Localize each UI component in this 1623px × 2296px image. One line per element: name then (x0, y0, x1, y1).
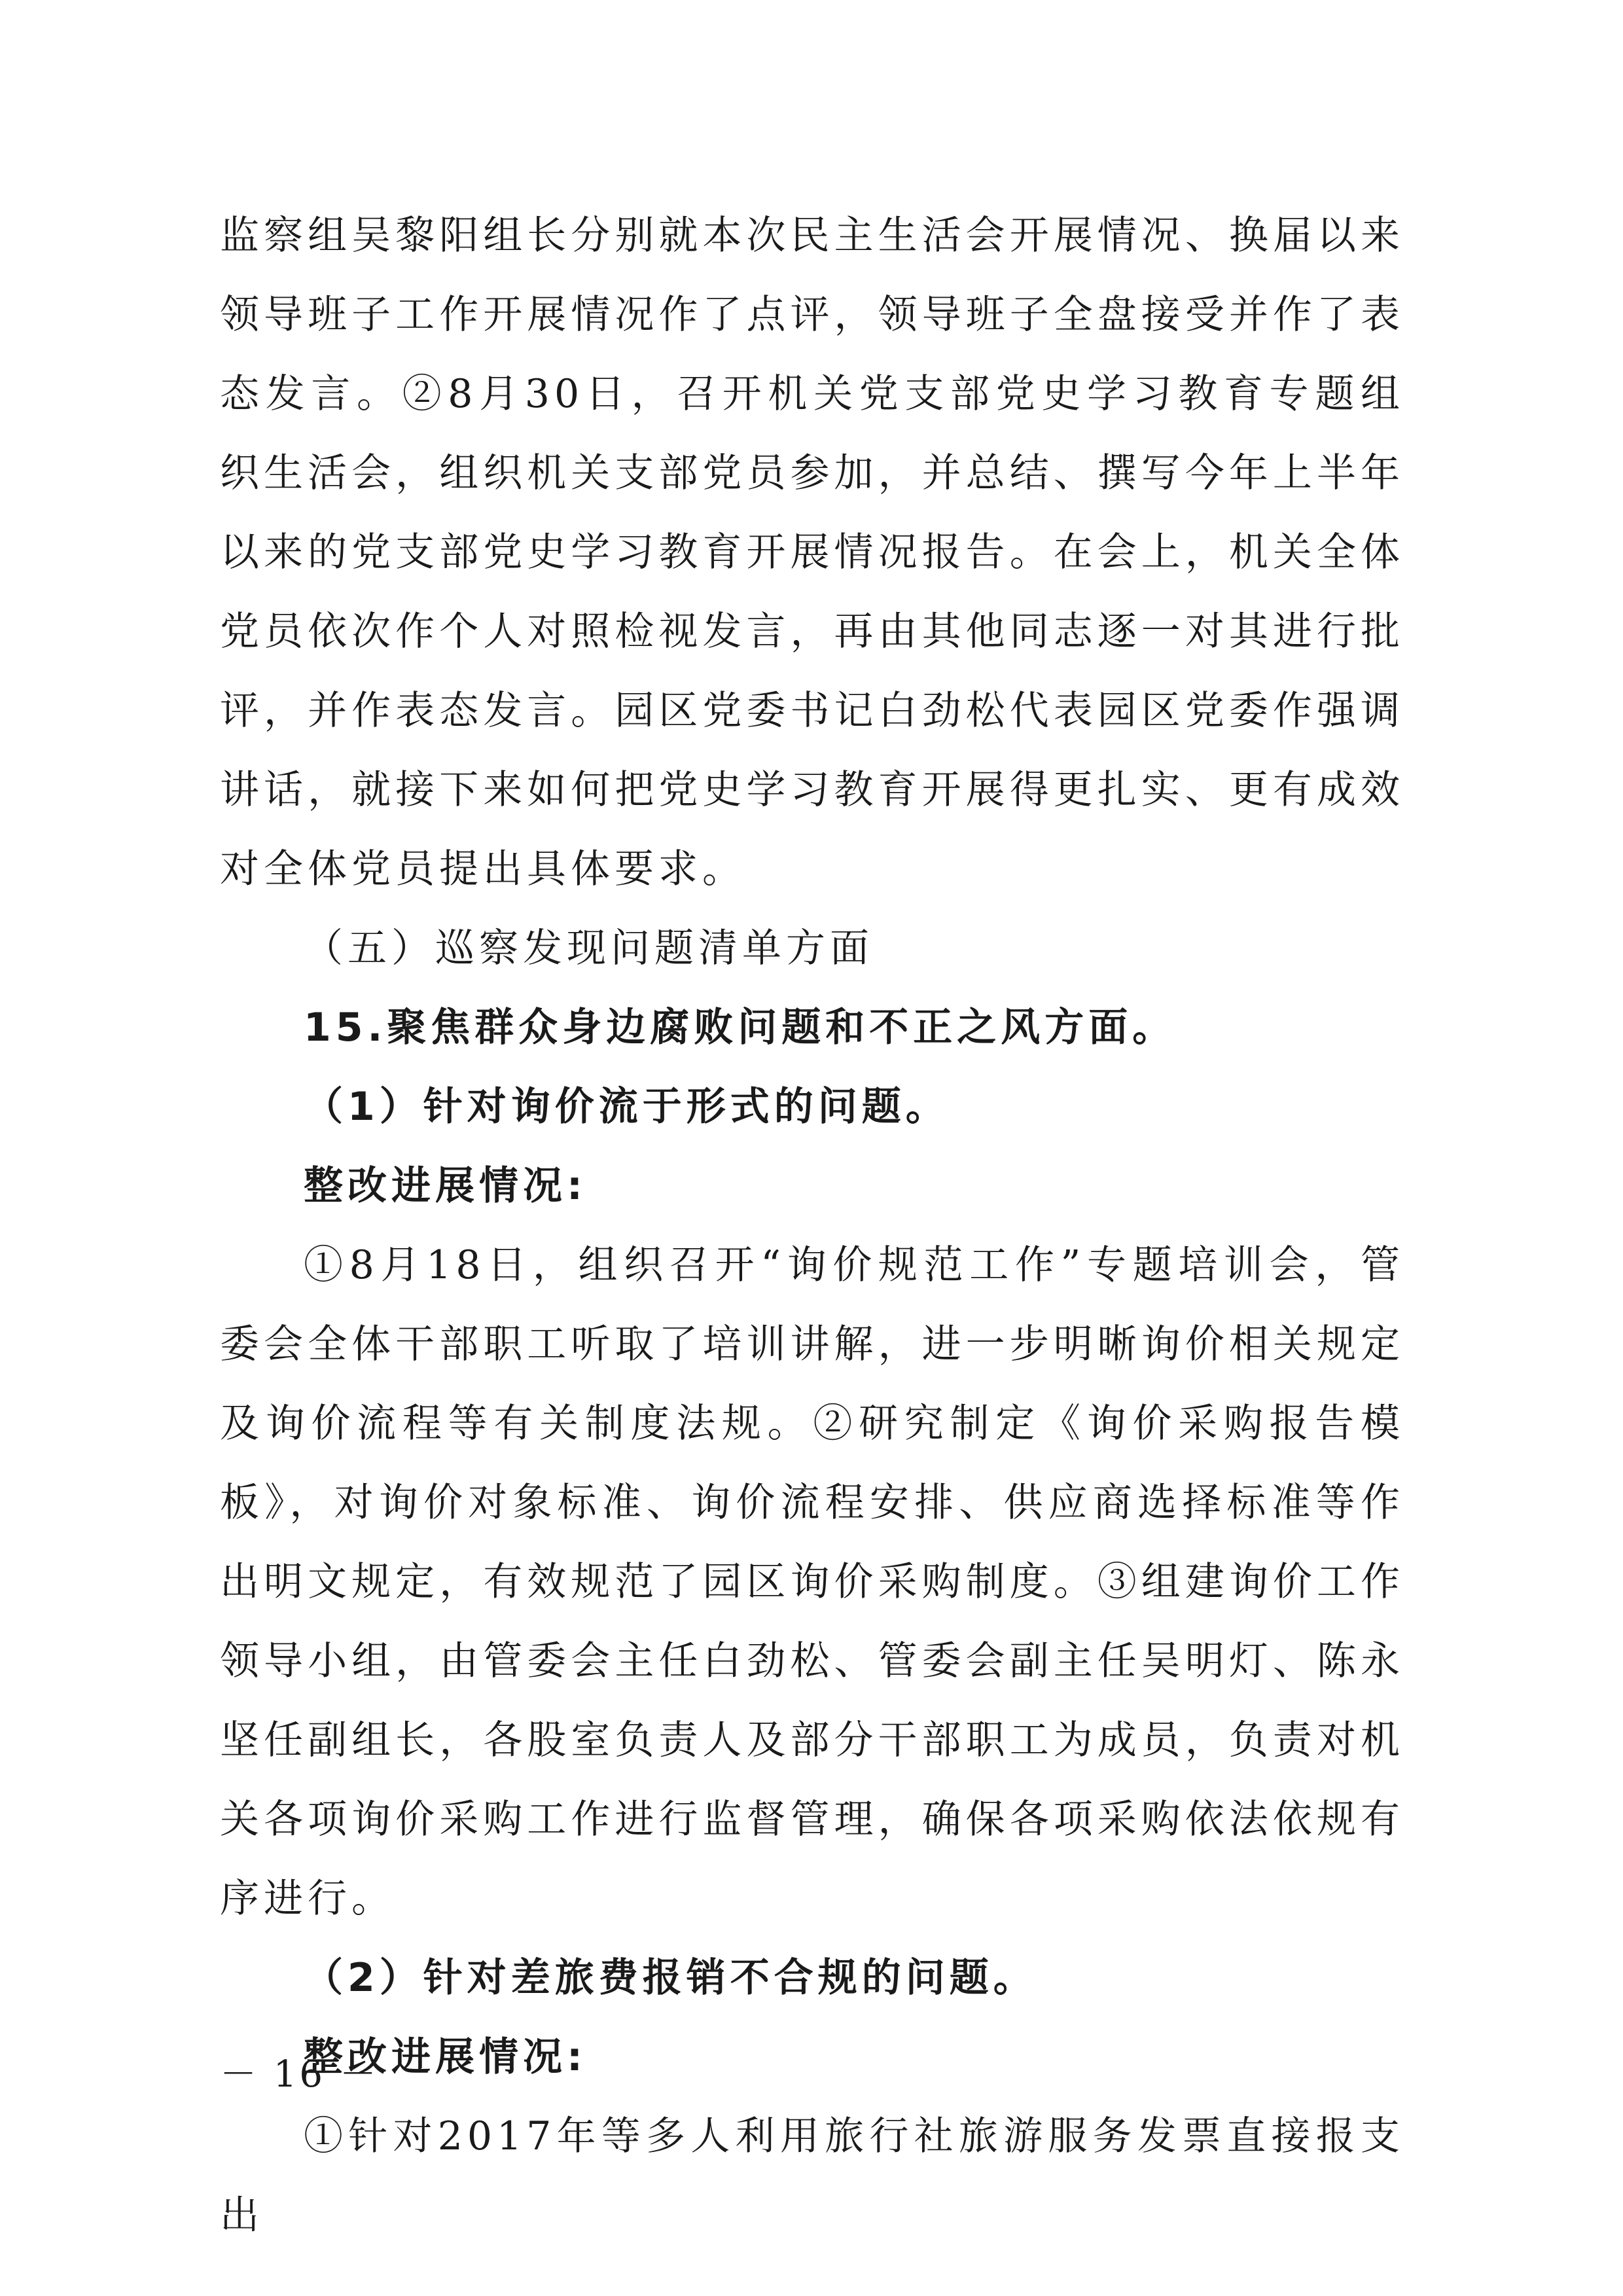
section-heading-inspection-issues: （五）巡察发现问题清单方面 (304, 925, 874, 971)
page-number: － 16 － (220, 2053, 379, 2096)
progress-heading-1: 整改进展情况: (304, 1163, 587, 1209)
paragraph-travel-expense: ①针对2017年等多人利用旅行社旅游服务发票直接报支出 (220, 2113, 1404, 2238)
paragraph-continuation: 监察组吴黎阳组长分别就本次民主生活会开展情况、换届以来领导班子工作开展情况作了点评，领导班子全盘接受并作了表态发言。②8月30日，召开机关党支部党史学习教育专题组织生活会，组织机关支部党员参加，并总结、撰写今年上半年以来的党支部党史学习教育开展情况报告。在会上，机关全体党员依次作个人对照检视发言，再由其他同志逐一对其进行批评，并作表态发言。园区党委书记白劲松代表园区党委作强调讲话，就接下来如何把党史学习教育开展得更扎实、更有成效对全体党员提出具体要求。 (220, 213, 1404, 892)
item-heading-15: 15.聚焦群众身边腐败问题和不正之风方面。 (304, 1005, 1177, 1050)
document-body (220, 196, 1404, 2255)
sub-item-heading-1: （1）针对询价流于形式的问题。 (304, 1084, 950, 1130)
sub-item-heading-2: （2）针对差旅费报销不合规的问题。 (304, 1955, 1037, 2001)
progress-heading-2: 整改进展情况: (304, 2034, 587, 2080)
paragraph-inquiry-rectification: ①8月18日，组织召开“询价规范工作”专题培训会，管委会全体干部职工听取了培训讲解，进一步明晰询价相关规定及询价流程等有关制度法规。②研究制定《询价采购报告模板》，对询价对象标准、询价流程安排、供应商选择标准等作出明文规定，有效规范了园区询价采购制度。③组建询价工作领导小组，由管委会主任白劲松、管委会副主任吴明灯、陈永坚任副组长，各股室负责人及部分干部职工为成员，负责对机关各项询价采购工作进行监督管理，确保各项采购依法依规有序进行。 (220, 1242, 1404, 1922)
